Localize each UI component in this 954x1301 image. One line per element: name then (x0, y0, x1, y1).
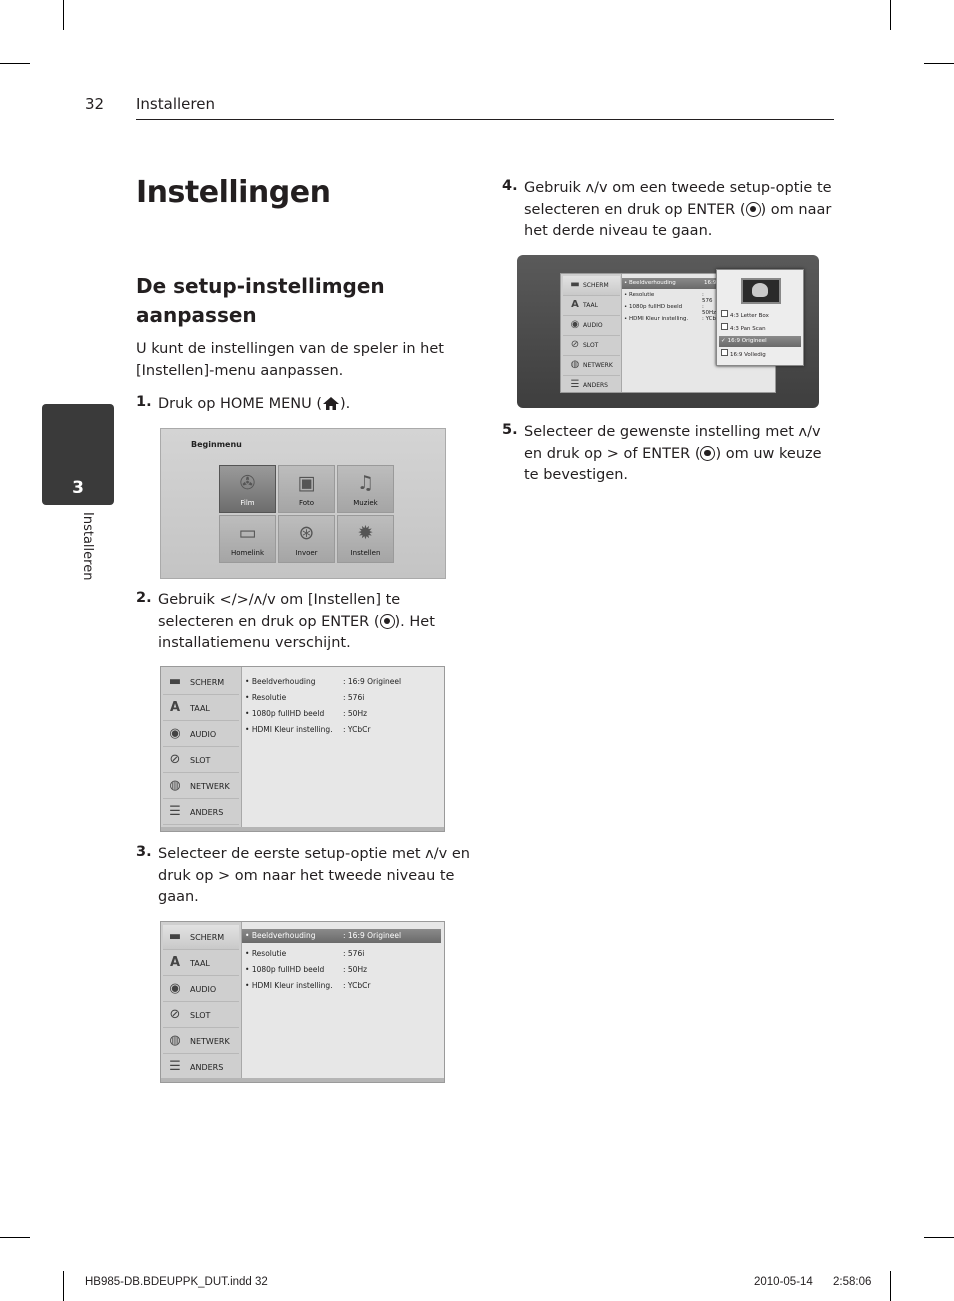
category-label: SLOT (190, 1011, 211, 1020)
enter-button-icon (746, 202, 761, 217)
option-label: Beeldverhouding (251, 677, 316, 686)
category-label: ANDERS (190, 808, 224, 817)
step-text-part: Selecteer de gewenste instelling met ʌ/v en druk op > of ENTER ( (524, 424, 821, 462)
category-label: SLOT (190, 756, 211, 765)
category-label: TAAL (190, 704, 210, 713)
option-row: • Resolutie : 576 (624, 292, 716, 298)
step-number: 5. (502, 422, 518, 438)
option-row: • 1080p fullHD beeld : 50Hz (624, 304, 717, 316)
setup-menu-screenshot (160, 666, 445, 832)
lock-icon: ⊘ (169, 1007, 181, 1022)
option-value: 16:9 (704, 280, 717, 286)
header-rule (136, 119, 834, 120)
option-label: Resolutie (251, 949, 287, 958)
option-label: HDMI Kleur instelling. (629, 316, 689, 322)
lock-icon: ⊘ (169, 752, 181, 767)
choice-row-selected (719, 336, 801, 347)
category-netwerk (563, 356, 620, 376)
tile-muziek (337, 465, 394, 513)
category-netwerk (163, 774, 239, 799)
step-text-part: ) om uw keuze te bevestigen. (524, 445, 822, 483)
step-number: 4. (502, 178, 518, 194)
option-label: HDMI Kleur instelling. (251, 725, 333, 734)
letter-a-icon: A (571, 299, 579, 310)
crop-mark (63, 1271, 64, 1301)
option-row: • Resolutie : 576i (245, 693, 365, 702)
other-icon: ☰ (169, 1059, 181, 1074)
crop-mark (890, 1271, 891, 1301)
tile-invoer (278, 515, 335, 563)
option-value: : YCbCr (343, 725, 371, 734)
aspect-ratio-preview-icon (741, 278, 781, 304)
enter-button-icon (700, 446, 715, 461)
crop-mark (924, 63, 954, 64)
category-label: TAAL (583, 302, 598, 309)
step-text-part: ). (340, 396, 351, 412)
choice-label: 16:9 Origineel (727, 338, 767, 344)
option-value: : 16:9 Origineel (343, 931, 402, 940)
option-row: • Resolutie : 576i (245, 949, 365, 958)
option-value: : 576i (343, 949, 365, 958)
speaker-icon: ◉ (570, 319, 580, 330)
option-row: • HDMI Kleur instelling. : YCbCr (245, 981, 371, 990)
footer-time: 2:58:06 (833, 1276, 872, 1288)
category-label: ANDERS (583, 382, 608, 389)
tile-label: Homelink (230, 549, 265, 557)
category-audio (163, 722, 239, 747)
option-value: : YCb (702, 316, 716, 322)
footer-date: 2010-05-14 (754, 1276, 813, 1288)
network-icon: ◍ (570, 359, 580, 370)
crop-mark (924, 1237, 954, 1238)
crop-mark (63, 0, 64, 30)
step-text (524, 178, 838, 243)
option-label: 1080p fullHD beeld (251, 965, 325, 974)
category-label: SCHERM (583, 282, 609, 289)
option-value: : 576 (702, 292, 713, 304)
option-row-selected: • Beeldverhouding 16:9 (622, 278, 717, 289)
letter-a-icon: A (169, 955, 181, 970)
running-header: Installeren (136, 95, 215, 113)
checkbox-icon (721, 310, 728, 317)
tv-icon: ▬ (168, 674, 182, 689)
option-value: : 16:9 Origineel (343, 677, 402, 686)
step-number: 2. (136, 590, 152, 606)
category-label: NETWERK (190, 782, 230, 791)
category-taal (563, 296, 620, 316)
tile-label: Invoer (295, 549, 318, 557)
network-icon: ◍ (169, 1033, 181, 1048)
category-slot (563, 336, 620, 356)
home-menu-screenshot (160, 428, 446, 579)
category-label: NETWERK (190, 1037, 230, 1046)
step-text-part: ) om naar het derde niveau te gaan. (524, 201, 832, 239)
category-scherm (163, 925, 239, 950)
menu-bottom-bar (161, 1078, 444, 1082)
crop-mark (890, 0, 891, 30)
category-audio (563, 316, 620, 336)
home-icon (322, 396, 340, 419)
network-icon: ◍ (169, 778, 181, 793)
step-number: 1. (136, 394, 152, 410)
step-text-part: Druk op HOME MENU ( (158, 396, 323, 412)
option-label: 1080p fullHD beeld (629, 304, 683, 310)
footer-filename: HB985-DB.BDEUPPK_DUT.indd 32 (85, 1276, 268, 1288)
other-icon: ☰ (169, 804, 181, 819)
category-label: NETWERK (583, 362, 613, 369)
option-label: HDMI Kleur instelling. (251, 981, 333, 990)
tv-icon: ▬ (570, 279, 580, 290)
setup-menu-third-level-screenshot (517, 255, 819, 408)
tile-label: Film (240, 499, 255, 507)
music-note-icon: ♫ (356, 472, 375, 494)
option-value: : 50Hz (343, 965, 368, 974)
crop-mark (0, 1237, 30, 1238)
category-scherm (563, 276, 620, 296)
photo-icon: ▣ (297, 472, 316, 494)
enter-button-icon (380, 614, 395, 629)
option-value: : YCbCr (343, 981, 371, 990)
option-label: Beeldverhouding (629, 280, 676, 286)
checked-checkbox-icon: ✓ (721, 338, 726, 344)
step-text: Selecteer de eerste setup-optie met ʌ/v en druk op > om naar het tweede niveau te gaan. (158, 846, 470, 905)
category-anders (163, 1055, 239, 1080)
section-heading: De setup-instellimgen aanpassen (136, 274, 385, 327)
lock-icon: ⊘ (570, 339, 580, 350)
category-label: SCHERM (190, 933, 225, 942)
step-text (158, 394, 458, 419)
tile-label: Muziek (353, 499, 378, 507)
tile-foto (278, 465, 335, 513)
choice-row (721, 310, 799, 321)
option-row: • HDMI Kleur instelling. : YCbCr (245, 725, 371, 734)
category-label: AUDIO (190, 985, 217, 994)
category-label: TAAL (190, 959, 210, 968)
category-column (161, 922, 242, 1082)
category-taal (163, 696, 239, 721)
option-label: Resolutie (629, 292, 655, 298)
page-title: Instellingen (136, 175, 331, 210)
category-slot (163, 748, 239, 773)
option-row: • 1080p fullHD beeld : 50Hz (245, 709, 368, 718)
choice-label: 4:3 Letter Box (730, 313, 769, 319)
tv-icon: ▬ (168, 929, 182, 944)
option-label: Resolutie (251, 693, 287, 702)
crop-mark (0, 63, 30, 64)
category-netwerk (163, 1029, 239, 1054)
category-anders (563, 376, 620, 393)
category-label: AUDIO (583, 322, 603, 329)
step-text-part: Gebruik </>/ʌ/v om [Instellen] te selecteren en druk op ENTER ( (158, 592, 401, 630)
letter-a-icon: A (169, 700, 181, 715)
other-icon: ☰ (570, 379, 580, 390)
menu-bottom-bar (161, 827, 444, 831)
choice-row (721, 323, 799, 334)
tile-film (219, 465, 276, 513)
tile-instellen (337, 515, 394, 563)
option-label: 1080p fullHD beeld (251, 709, 325, 718)
category-label: AUDIO (190, 730, 217, 739)
option-value: : 50Hz (343, 709, 368, 718)
home-menu-title: Beginmenu (191, 440, 242, 449)
speaker-icon: ◉ (169, 726, 181, 741)
checkbox-icon (721, 349, 728, 356)
choice-row (721, 349, 799, 360)
speaker-icon: ◉ (169, 981, 181, 996)
step-text-part: Gebruik ʌ/v om een tweede setup-optie te selecteren en druk op ENTER ( (524, 180, 832, 218)
step-text-part: ). Het installatiemenu verschijnt. (158, 613, 435, 651)
option-row: • 1080p fullHD beeld : 50Hz (245, 965, 368, 974)
category-column (561, 274, 622, 392)
option-label: Beeldverhouding (251, 931, 316, 940)
chapter-number: 3 (72, 478, 84, 498)
tile-label: Instellen (350, 549, 381, 557)
choice-label: 16:9 Volledig (730, 352, 766, 358)
tile-label: Foto (298, 499, 315, 507)
monitor-icon: ▭ (238, 522, 257, 544)
category-scherm (163, 670, 239, 695)
step-text (524, 422, 838, 487)
step-number: 3. (136, 844, 152, 860)
choice-label: 4:3 Pan Scan (730, 326, 766, 332)
chapter-label: Installeren (80, 512, 95, 581)
category-audio (163, 977, 239, 1002)
input-icon: ⊛ (298, 522, 315, 544)
film-reel-icon: ✇ (239, 472, 256, 494)
category-column (161, 667, 242, 831)
category-label: ANDERS (190, 1063, 224, 1072)
setup-menu-second-level-screenshot (160, 921, 445, 1083)
option-row: • HDMI Kleur instelling. : YCb (624, 316, 716, 322)
category-slot (163, 1003, 239, 1028)
gear-icon: ✹ (357, 522, 374, 544)
option-row: • Beeldverhouding : 16:9 Origineel (245, 677, 402, 686)
intro-text: U kunt de instellingen van de speler in het [Instellen]-menu aanpassen. (136, 341, 444, 379)
page-number: 32 (85, 95, 105, 113)
option-row-selected: • Beeldverhouding : 16:9 Origineel (242, 929, 441, 943)
step-text (158, 590, 458, 655)
choice-popup (716, 269, 804, 366)
option-value: : 50Hz (702, 304, 717, 316)
category-label: SCHERM (190, 678, 225, 687)
tile-homelink (219, 515, 276, 563)
category-label: SLOT (583, 342, 599, 349)
category-taal (163, 951, 239, 976)
option-value: : 576i (343, 693, 365, 702)
checkbox-icon (721, 323, 728, 330)
category-anders (163, 800, 239, 825)
